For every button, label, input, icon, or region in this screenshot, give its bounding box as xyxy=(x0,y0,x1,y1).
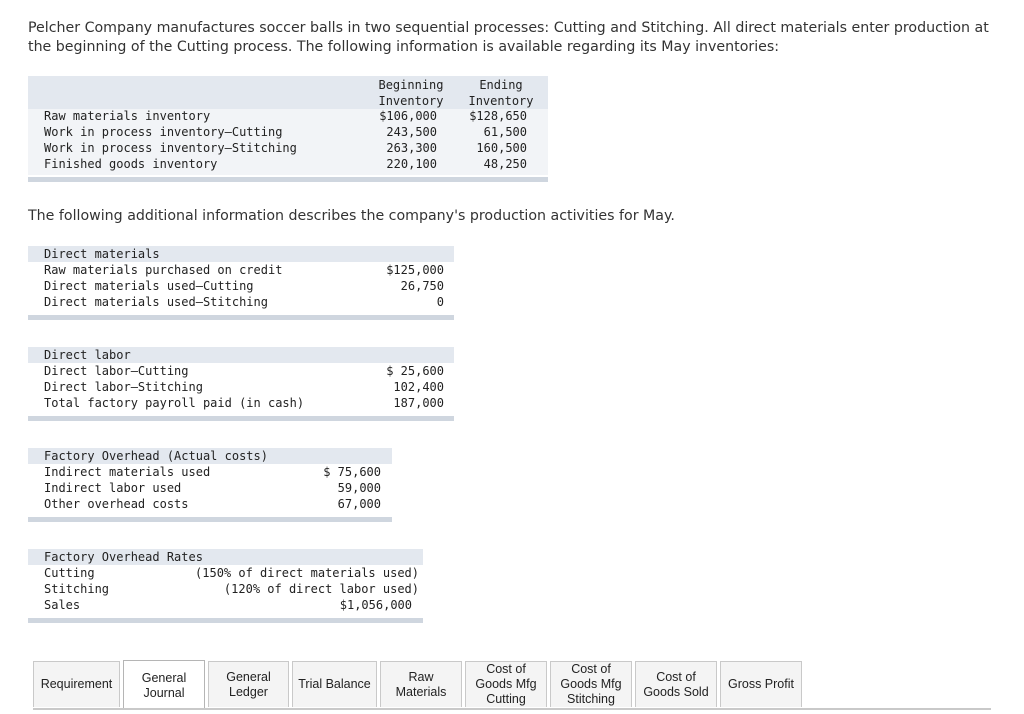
table-row xyxy=(28,108,548,124)
table-row xyxy=(28,379,454,395)
tab-label: Goods Mfg xyxy=(475,677,537,691)
tab-label: Trial Balance xyxy=(298,677,371,691)
tab-raw-materials[interactable] xyxy=(380,661,462,707)
row-label: Direct materials used—Cutting xyxy=(44,279,254,293)
header-label: Direct labor xyxy=(44,348,131,362)
tab-general-journal[interactable] xyxy=(123,660,205,710)
table-row xyxy=(28,262,454,278)
row-label: Sales xyxy=(44,598,81,612)
overhead-rates-table xyxy=(28,549,423,625)
header-line: Inventory xyxy=(378,94,444,108)
tab-label: Journal xyxy=(143,685,185,700)
row-label: Direct labor—Stitching xyxy=(44,380,203,394)
tab-label: General xyxy=(141,670,187,685)
table-bottom-bar xyxy=(28,315,454,320)
row-value: $ 75,600 xyxy=(323,465,381,479)
begin-value: 243,500 xyxy=(386,125,437,139)
tab-label: Cutting xyxy=(486,692,526,706)
row-label: Indirect labor used xyxy=(44,481,182,495)
row-label: Direct labor—Cutting xyxy=(44,364,189,378)
row-label: Stitching xyxy=(44,582,110,596)
table-bottom-bar xyxy=(28,177,548,182)
table-row xyxy=(28,464,392,480)
row-value: 102,400 xyxy=(393,380,444,394)
table-row xyxy=(28,278,454,294)
end-value: $128,650 xyxy=(469,109,527,123)
tab-cost-goods-sold[interactable] xyxy=(635,661,717,707)
header-label: Direct materials xyxy=(44,247,160,261)
row-label: Indirect materials used xyxy=(44,465,211,479)
row-label: Finished goods inventory xyxy=(44,157,218,171)
table-row xyxy=(28,294,454,310)
row-value: 0 xyxy=(436,295,444,309)
row-value: $ 25,600 xyxy=(386,364,444,378)
tab-general-ledger[interactable] xyxy=(208,661,289,707)
table-row xyxy=(28,140,548,156)
tab-trial-balance[interactable] xyxy=(292,661,377,707)
table-header xyxy=(28,246,454,262)
table-bottom-bar xyxy=(28,618,423,623)
table-row xyxy=(28,480,392,496)
row-label: Cutting xyxy=(44,566,95,580)
begin-value: $106,000 xyxy=(379,109,437,123)
table-row xyxy=(28,597,423,613)
end-value: 48,250 xyxy=(483,157,527,171)
table-header xyxy=(28,347,454,363)
header-label: Factory Overhead (Actual costs) xyxy=(44,449,268,463)
table-row xyxy=(28,496,392,512)
row-value: 187,000 xyxy=(393,396,444,410)
begin-value: 220,100 xyxy=(386,157,437,171)
row-value: 67,000 xyxy=(337,497,381,511)
row-value: 26,750 xyxy=(400,279,444,293)
tab-label: General xyxy=(226,669,271,684)
tab-cost-goods-mfg-cutting[interactable] xyxy=(465,661,547,707)
table-row xyxy=(28,363,454,379)
tab-label: Stitching xyxy=(567,692,615,706)
tab-requirement[interactable] xyxy=(33,661,120,707)
tab-label: Cost of xyxy=(656,669,696,684)
factory-overhead-table xyxy=(28,448,392,524)
table-header xyxy=(28,448,392,464)
row-label: Other overhead costs xyxy=(44,497,189,511)
tab-gross-profit[interactable] xyxy=(720,661,802,707)
additional-paragraph: The following additional information describes the company's production activities for May. xyxy=(28,208,675,224)
tab-label: Cost of xyxy=(571,662,611,676)
direct-labor-table xyxy=(28,347,454,423)
table-header xyxy=(28,549,423,565)
header-line: Ending xyxy=(479,78,523,92)
row-label: Raw materials inventory xyxy=(44,109,211,123)
table-row xyxy=(28,581,423,597)
row-value: 59,000 xyxy=(337,481,381,495)
tab-label: Raw xyxy=(408,669,434,684)
row-value: $125,000 xyxy=(386,263,444,277)
tab-label: Goods Sold xyxy=(643,684,709,699)
tab-label: Gross Profit xyxy=(728,677,794,691)
tab-label: Ledger xyxy=(229,684,268,699)
row-value: $1,056,000 xyxy=(339,598,412,612)
row-label: Work in process inventory—Stitching xyxy=(44,141,297,155)
table-bottom-bar xyxy=(28,517,392,522)
row-value: (120% of direct labor used) xyxy=(223,582,419,596)
beginning-inventory-header xyxy=(374,77,448,109)
row-label: Work in process inventory—Cutting xyxy=(44,125,283,139)
table-row xyxy=(28,124,548,140)
tab-label: Requirement xyxy=(40,677,113,691)
header-line: Beginning xyxy=(378,78,444,92)
row-value: (150% of direct materials used) xyxy=(195,566,419,580)
header-label: Factory Overhead Rates xyxy=(44,550,203,564)
tab-label: Materials xyxy=(395,684,447,699)
tab-baseline xyxy=(33,708,991,710)
table-bottom-bar xyxy=(28,416,454,421)
end-value: 160,500 xyxy=(476,141,527,155)
tab-label: Goods Mfg xyxy=(560,677,622,691)
tab-cost-goods-mfg-stitching[interactable] xyxy=(550,661,632,707)
header-line: Inventory xyxy=(468,94,534,108)
row-label: Direct materials used—Stitching xyxy=(44,295,268,309)
row-label: Total factory payroll paid (in cash) xyxy=(44,396,305,410)
table-row xyxy=(28,395,454,411)
end-value: 61,500 xyxy=(483,125,527,139)
table-row xyxy=(28,565,423,581)
direct-materials-table xyxy=(28,246,454,322)
intro-paragraph: Pelcher Company manufactures soccer balls in two sequential processes: Cutting and Stitching. All direct materials enter production at the beginning of the Cutting process. The following information is available regarding its May inventories: xyxy=(28,20,989,55)
begin-value: 263,300 xyxy=(386,141,437,155)
ending-inventory-header xyxy=(464,77,538,109)
inventory-table xyxy=(28,76,548,184)
tab-label: Cost of xyxy=(486,662,526,676)
table-row xyxy=(28,156,548,172)
row-label: Raw materials purchased on credit xyxy=(44,263,283,277)
